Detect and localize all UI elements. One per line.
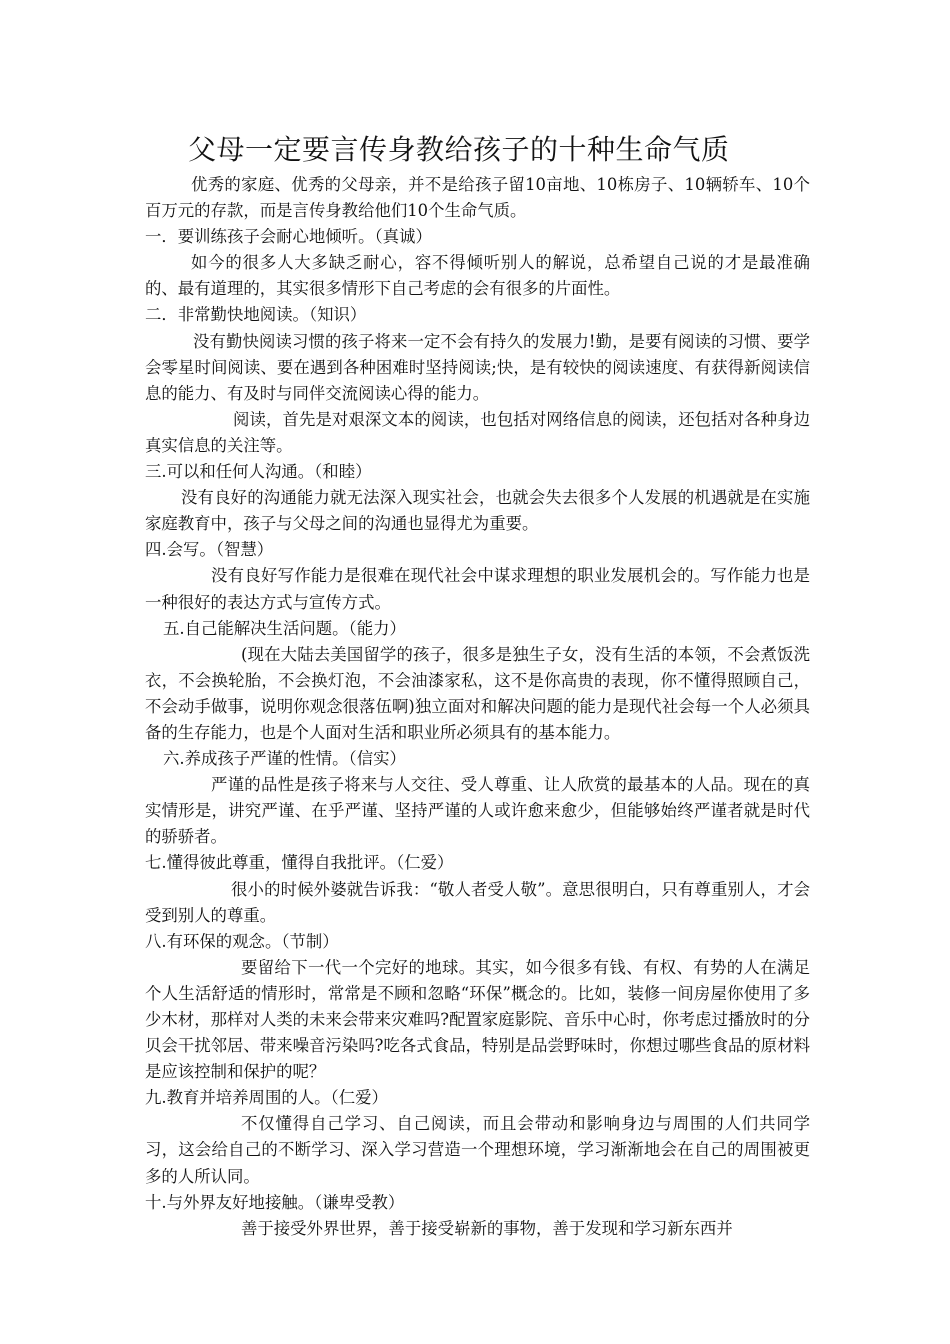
section-5-paragraph: (现在大陆去美国留学的孩子，很多是独生子女，没有生活的本领，不会煮饭洗衣，不会换轮胎，不会换灯泡，不会油漆家私，这不是你高贵的表现，你不懂得照顾自己，不会动手做事，说明你观念很落伍啊)独立面对和解决问题的能力是现代社会每一个人必须具备的生存能力，也是个人面对生活和职业所必须具有的基本能力。 (145, 644, 810, 742)
section-heading-7: 七.懂得彼此尊重，懂得自我批评。（仁爱） (145, 853, 454, 873)
section-8-paragraph: 要留给下一代一个完好的地球。其实，如今很多有钱、有权、有势的人在满足个人生活舒适的情形时，常常是不顾和忽略“环保”概念的。比如，装修一间房屋你使用了多少木材，那样对人类的未来会带来灾难吗?配置家庭影院、音乐中心时，你考虑过播放时的分贝会干扰邻居、带来噪音污染吗?吃各式食品，特别是品尝野味时，你想过哪些食品的原材料是应该控制和保护的呢？ (145, 957, 810, 1082)
section-4-paragraph: 没有良好写作能力是很难在现代社会中谋求理想的职业发展机会的。写作能力也是一种很好的表达方式与宣传方式。 (145, 566, 810, 612)
section-heading-3: 三.可以和任何人沟通。（和睦） (145, 462, 372, 482)
section-6-paragraph: 严谨的品性是孩子将来与人交往、受人尊重、让人欣赏的最基本的人品。现在的真实情形是，讲究严谨、在乎严谨、坚持严谨的人或许愈来愈少，但能够始终严谨者就是时代的骄骄者。 (145, 775, 810, 847)
document-body (145, 172, 810, 1242)
section-9-paragraph: 不仅懂得自己学习、自己阅读，而且会带动和影响身边与周围的人们共同学习，这会给自己的不断学习、深入学习营造一个理想环境，学习渐渐地会在自己的周围被更多的人所认同。 (145, 1114, 810, 1186)
intro-paragraph: 优秀的家庭、优秀的父母亲，并不是给孩子留10亩地、10栋房子、10辆轿车、10个百万元的存款，而是言传身教给他们10个生命气质。 (145, 175, 810, 221)
section-heading-4: 四.会写。（智慧） (145, 540, 274, 560)
section-1-paragraph: 如今的很多人大多缺乏耐心，容不得倾听别人的解说，总希望自己说的才是最准确的、最有道理的，其实很多情形下自己考虑的会有很多的片面性。 (145, 253, 810, 299)
section-heading-1: 一．要训练孩子会耐心地倾听。（真诚） (145, 227, 432, 247)
section-10-paragraph: 善于接受外界世界，善于接受崭新的事物，善于发现和学习新东西并 (241, 1218, 733, 1238)
section-heading-9: 九.教育并培养周围的人。（仁爱） (145, 1088, 388, 1108)
section-heading-8: 八.有环保的观念。（节制） (145, 931, 339, 951)
section-heading-5: 五.自己能解决生活问题。（能力） (163, 618, 406, 638)
section-7-paragraph: 很小的时候外婆就告诉我：“敬人者受人敬”。意思很明白，只有尊重别人，才会受到别人的尊重。 (145, 879, 810, 925)
section-heading-2: 二．非常勤快地阅读。（知识） (145, 305, 367, 325)
section-3-paragraph: 没有良好的沟通能力就无法深入现实社会，也就会失去很多个人发展的机遇就是在实施家庭教育中，孩子与父母之间的沟通也显得尤为重要。 (145, 488, 810, 534)
section-2-paragraph-1: 没有勤快阅读习惯的孩子将来一定不会有持久的发展力!勤，是要有阅读的习惯、要学会零星时间阅读、要在遇到各种困难时坚持阅读;快，是有较快的阅读速度、有获得新阅读信息的能力、有及时与同伴交流阅读心得的能力。 (145, 331, 810, 403)
section-heading-10: 十.与外界友好地接触。（谦卑受教） (145, 1192, 405, 1212)
section-heading-6: 六.养成孩子严谨的性情。（信实） (163, 749, 406, 769)
section-2-paragraph-2: 阅读，首先是对艰深文本的阅读，也包括对网络信息的阅读，还包括对各种身边真实信息的关注等。 (145, 409, 810, 455)
document-title: 父母一定要言传身教给孩子的十种生命气质 (188, 133, 730, 166)
